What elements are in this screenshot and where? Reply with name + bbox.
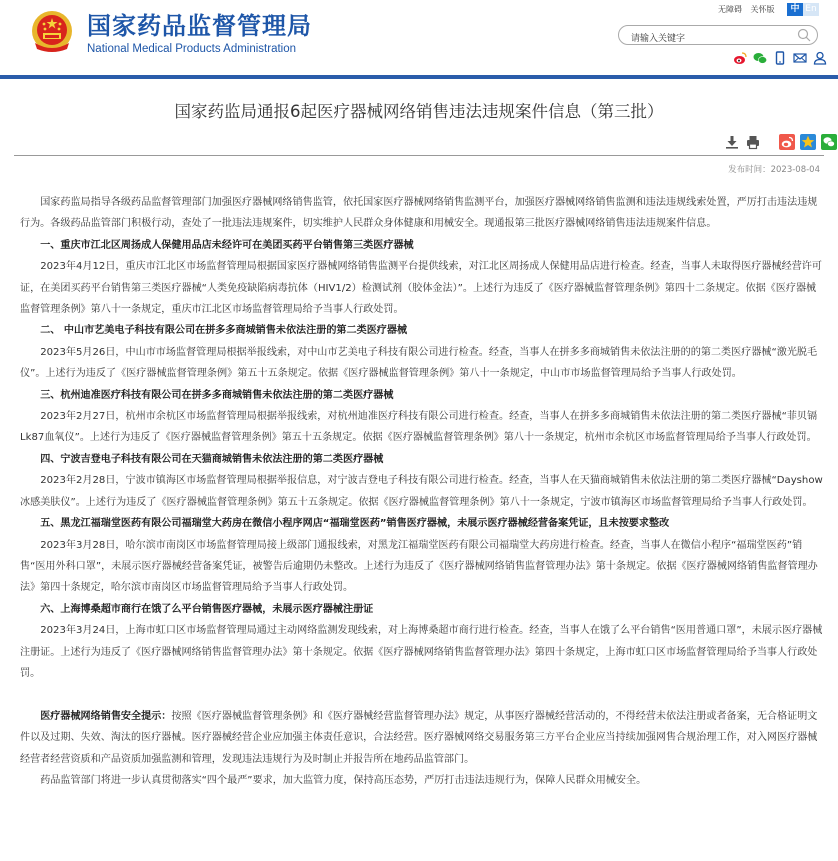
- search-box: [618, 25, 818, 45]
- weibo-icon[interactable]: [733, 50, 747, 64]
- article-tools: [724, 134, 837, 150]
- case-heading-6: 六、上海博桑超市商行在饿了么平台销售医疗器械，未展示医疗器械注册证: [40, 603, 374, 615]
- national-emblem-icon[interactable]: [29, 9, 75, 55]
- search-input[interactable]: [631, 30, 791, 48]
- share-weibo-icon[interactable]: [779, 134, 795, 150]
- case-paragraph-2: 2023年5月26日，中山市市场监督管理局根据举报线索，对中山市艺美电子科技有限公司进行检查。经查，当事人在拼多多商城销售未依法注册的的第二类医疗器械“激光脱毛仪”。上述行为违反了《医疗器械监督管理条例》第五十五条规定。依据《医疗器械监督管理条例》第八十一条规定，中山市市场监督管理局给予当事人行政处罚。: [20, 346, 818, 380]
- download-icon[interactable]: [724, 134, 740, 150]
- site-title[interactable]: 国家药品监督管理局: [87, 12, 312, 40]
- case-heading-4: 四、宁波吉登电子科技有限公司在天猫商城销售未依法注册的第二类医疗器械: [40, 453, 384, 465]
- case-paragraph-1: 2023年4月12日，重庆市江北区市场监督管理局根据国家医疗器械网络销售监测平台提供线索，对江北区周扬成人保健用品店进行检查。经查，当事人未取得医疗器械经营许可证，在美团买药平台销售第三类医疗器械“人类免疫缺陷病毒抗体（HIV1/2）检测试剂（胶体金法）”。上述行为违反了《医疗器械监督管理条例》第四十二条规定。依据《医疗器械监督管理条例》第八十一条规定，重庆市江北区市场监督管理局给予当事人行政处罚。: [20, 261, 822, 316]
- publish-date-label: 发布时间：: [728, 165, 771, 175]
- article-body: [20, 192, 825, 791]
- language-switch: [787, 3, 819, 16]
- site-header: [0, 0, 838, 75]
- case-heading-5: 五、黑龙江福瑞堂医药有限公司福瑞堂大药房在微信小程序网店“福瑞堂医药”销售医疗器械，未展示医疗器械经营备案凭证，且未按要求整改: [40, 518, 670, 530]
- top-links: [718, 4, 781, 15]
- mail-icon[interactable]: [793, 50, 807, 64]
- lang-en-button[interactable]: En: [803, 3, 819, 16]
- search-icon[interactable]: [797, 28, 811, 42]
- case-heading-3: 三、杭州迪准医疗科技有限公司在拼多多商城销售未依法注册的第二类医疗器械: [40, 389, 394, 401]
- case-paragraph-6: 2023年3月24日，上海市虹口区市场监督管理局通过主动网络监测发现线索，对上海博桑超市商行进行检查。经查，当事人在饿了么平台销售“医用普通口罩”，未展示医疗器械注册证。上述行为违反了《医疗器械网络销售监督管理办法》第十条规定。依据《医疗器械网络销售监督管理办法》第四十条规定，上海市虹口区市场监督管理局给予当事人行政处罚。: [20, 625, 823, 679]
- print-icon[interactable]: [745, 134, 761, 150]
- lang-zh-button[interactable]: 中: [787, 3, 803, 16]
- intro-paragraph: 国家药监局指导各级药品监督管理部门加强医疗器械网络销售监管，依托国家医疗器械网络销售监测平台，加强医疗器械网络销售监测和违法违规线索处置，严厉打击违法违规行为。各级药品监管部门积极行动，查处了一批违法违规案件，切实维护人民群众身体健康和用械安全。现通报第三批医疗器械网络销售违法违规案件信息。: [20, 197, 818, 230]
- closing-paragraph: 药品监管部门将进一步认真贯彻落实“四个最严”要求，加大监管力度，保持高压态势，严厉打击违法违规行为，保障人民群众用械安全。: [40, 774, 647, 786]
- safety-tip-label: 医疗器械网络销售安全提示：: [40, 710, 172, 722]
- social-links: [733, 50, 827, 64]
- share-qzone-icon[interactable]: [800, 134, 816, 150]
- header-divider-bar: [0, 75, 838, 79]
- case-heading-2: 二、 中山市艺美电子科技有限公司在拼多多商城销售未依法注册的第二类医疗器械: [40, 325, 408, 337]
- wechat-icon[interactable]: [753, 50, 767, 64]
- site-subtitle: National Medical Products Administration: [87, 43, 297, 55]
- case-heading-1: 一、重庆市江北区周扬成人保健用品店未经许可在美团买药平台销售第三类医疗器械: [40, 239, 414, 251]
- case-paragraph-4: 2023年2月28日，宁波市镇海区市场监督管理局根据举报信息，对宁波吉登电子科技有限公司进行检查。经查，当事人在天猫商城销售未依法注册的第二类医疗器械“Dayshow冰感美肤仪”。上述行为违反了《医疗器械监督管理条例》第五十五条规定。依据《医疗器械监督管理条例》第八十一条规定，宁波市镇海区市场监督管理局给予当事人行政处罚。: [20, 475, 823, 508]
- mobile-icon[interactable]: [773, 50, 787, 64]
- share-wechat-icon[interactable]: [821, 134, 837, 150]
- publish-date: [728, 163, 820, 175]
- user-icon[interactable]: [813, 50, 827, 64]
- accessibility-link[interactable]: 无障碍: [718, 5, 742, 14]
- publish-date-value: 2023-08-04: [770, 165, 820, 175]
- safety-tip-text: 按照《医疗器械监督管理条例》和《医疗器械经营监督管理办法》规定，从事医疗器械经营活动的，不得经营未依法注册或者备案，无合格证明文件以及过期、失效、淘汰的医疗器械。医疗器械经营企业应加强主体责任意识，合法经营。医疗器械网络交易服务第三方平台企业应当持续加强网售合规治理工作，对入网医疗器械经营者经营资质和产品资质加强监测和管理，发现违法违规行为及时制止并报告所在地药品监管部门。: [20, 710, 818, 765]
- case-paragraph-5: 2023年3月28日，哈尔滨市南岗区市场监督管理局接上级部门通报线索，对黑龙江福瑞堂医药有限公司福瑞堂大药房进行检查。经查，当事人在微信小程序“福瑞堂医药”销售“医用外科口罩”，未展示医疗器械经营备案凭证，被警告后逾期仍未整改。上述行为违反了《医疗器械网络销售监督管理办法》第十条规定。依据《医疗器械网络销售监督管理办法》第四十条规定，哈尔滨市南岗区市场监督管理局给予当事人行政处罚。: [20, 539, 818, 594]
- care-version-link[interactable]: 关怀版: [750, 5, 775, 14]
- safety-tip-paragraph: [20, 706, 825, 770]
- blank-line: [20, 684, 825, 705]
- title-divider: [14, 155, 824, 156]
- article-title: 国家药监局通报6起医疗器械网络销售违法违规案件信息（第三批）: [174, 102, 664, 121]
- case-paragraph-3: 2023年2月27日，杭州市余杭区市场监督管理局根据举报线索，对杭州迪准医疗科技有限公司进行检查。经查，当事人在拼多多商城销售未依法注册的第二类医疗器械“菲贝镉Lk87血氧仪”。上述行为违反了《医疗器械监督管理条例》第五十五条规定。依据《医疗器械监督管理条例》第八十一条规定，杭州市余杭区市场监督管理局给予当事人行政处罚。: [20, 411, 818, 444]
